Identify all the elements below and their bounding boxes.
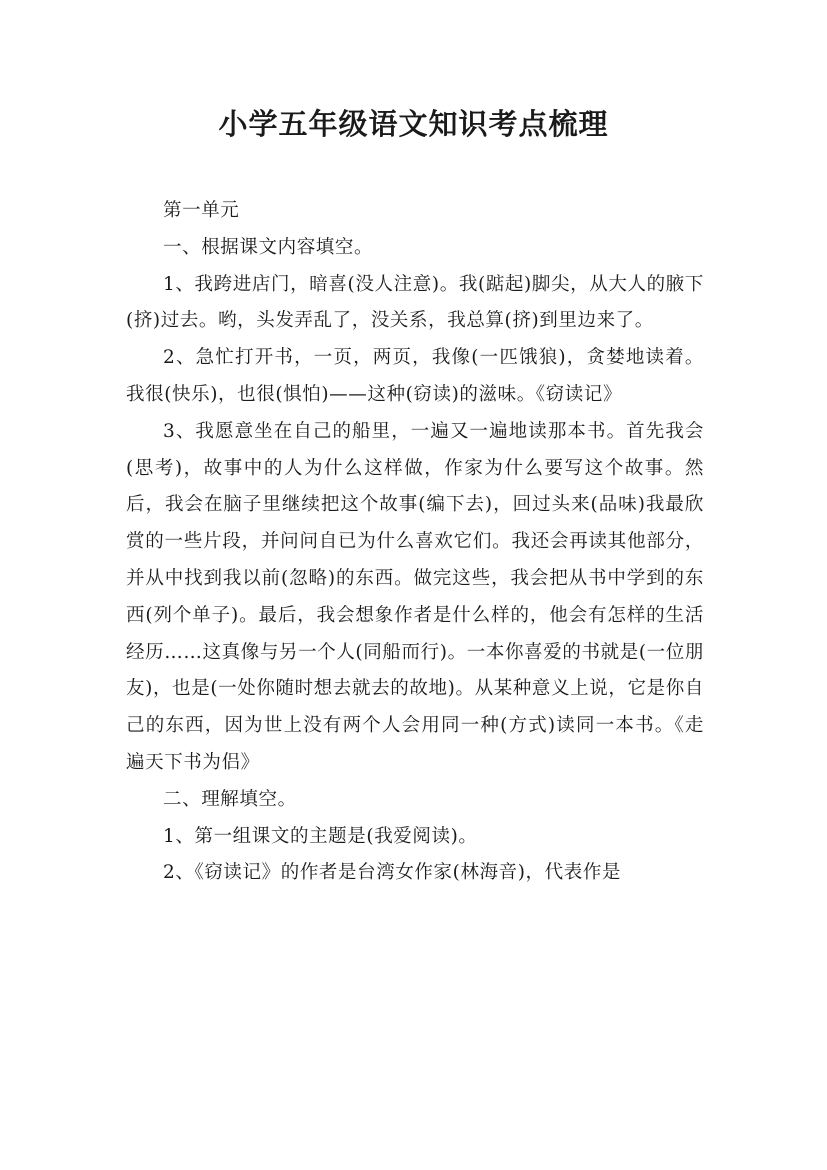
document-title: 小学五年级语文知识考点梳理 <box>218 107 609 141</box>
paragraph-item-1: 1、我跨进店门，暗喜(没人注意)。我(踮起)脚尖，从大人的腋下(挤)过去。哟，头发弄乱了，没关系，我总算(挤)到里边来了。 <box>126 273 704 332</box>
comprehension-item-2: 2、《窃读记》的作者是台湾女作家(林海音)，代表作是 <box>163 862 622 884</box>
document-body <box>126 193 704 892</box>
section-heading-comprehension: 二、理解填空。 <box>163 788 297 810</box>
paragraph-item-2: 2、急忙打开书，一页，两页，我像(一匹饿狼)，贪婪地读着。我很(快乐)，也很(惧怕)——这种(窃读)的滋味。《窃读记》 <box>126 347 704 405</box>
section-heading-fill-blanks: 一、根据课文内容填空。 <box>163 236 374 258</box>
unit-heading: 第一单元 <box>163 200 240 221</box>
paragraph-item-3: 3、我愿意坐在自己的船里，一遍又一遍地读那本书。首先我会(思考)，故事中的人为什么这样做，作家为什么要写这个故事。然后，我会在脑子里继续把这个故事(编下去)，回过头来(品味)我最欣赏的一些片段，并问问自已为什么喜欢它们。我还会再读其他部分，并从中找到我以前(忽略)的东西。做完这些，我会把从书中学到的东西(列个单子)。最后，我会想象作者是什么样的，他会有怎样的生活经历……这真像与另一个人(同船而行)。一本你喜爱的书就是(一位朋友)，也是(一处你随时想去就去的故地)。从某种意义上说，它是你自己的东西，因为世上没有两个人会用同一种(方式)读同一本书。《走遍天下书为侣》 <box>126 420 704 773</box>
comprehension-item-1: 1、第一组课文的主题是(我爱阅读)。 <box>163 825 478 847</box>
